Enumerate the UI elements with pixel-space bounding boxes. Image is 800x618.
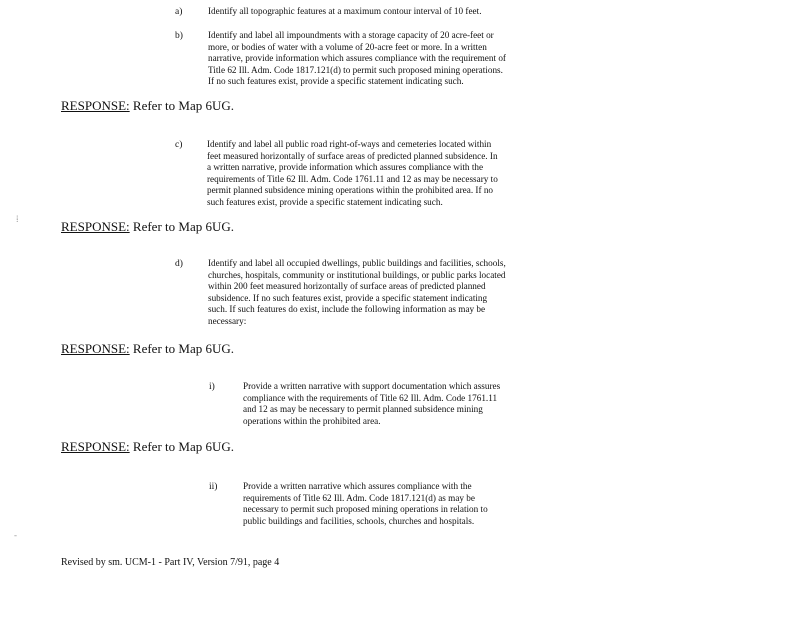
item-a-text: Identify all topographic features at a maximum contour interval of 10 feet. (208, 6, 482, 16)
response-3 (61, 341, 234, 356)
response-text: Refer to Map 6UG. (132, 439, 234, 454)
response-text: Refer to Map 6UG. (132, 341, 234, 356)
subitem-ii-label: ii) (209, 482, 218, 492)
response-4 (61, 439, 234, 454)
item-b-label: b) (175, 31, 183, 41)
scan-speck: ⁞ (16, 214, 19, 224)
response-keyword: RESPONSE : (61, 439, 130, 454)
item-a-label: a) (175, 7, 183, 17)
response-keyword: RESPONSE : (61, 219, 130, 234)
subitem-i-text: Provide a written narrative with support documentation which assures compliance with the requirements of Title 62 Ill. Adm. Code 1761.11 and 12 as may be necessary to permit planned subsidence mining operations within the prohibited area. (243, 381, 501, 426)
response-keyword: RESPONSE : (61, 341, 130, 356)
response-1 (61, 98, 234, 113)
response-text: Refer to Map 6UG. (132, 98, 234, 113)
scan-speck: ‐ (14, 530, 17, 540)
response-text: Refer to Map 6UG. (132, 219, 234, 234)
subitem-ii-text: Provide a written narrative which assures compliance with the requirements of Title 62 Ill. Adm. Code 1817.121(d) as may be necessary to permit such proposed mining operations in relation to public buildings and facilities, schools, churches and hospitals. (243, 481, 488, 526)
item-d-text: Identify and label all occupied dwellings, public buildings and facilities, schools, churches, hospitals, community or institutional buildings, or public parks located within 200 feet measured horizontally of surface areas of predicted planned subsidence. If no such features exist, provide a specific statement indicating such. If such features do exist, include the following information as may be necessary: (208, 258, 506, 326)
item-c-text: Identify and label all public road right-of-ways and cemeteries located within feet measured horizontally of surface areas of predicted planned subsidence. In a written narrative, provide information which assures compliance with the requirements of Title 62 Ill. Adm. Code 1761.11 and 12 as may be necessary to permit planned subsidence mining operations within the prohibited area. If no such features exist, provide a specific statement indicating such. (207, 139, 498, 207)
subitem-i-label: i) (209, 382, 215, 392)
response-2 (61, 219, 234, 234)
page-footer: Revised by sm. UCM-1 - Part IV, Version 7/91, page 4 (61, 557, 280, 568)
item-b-text: Identify and label all impoundments with a storage capacity of 20 acre-feet or more, or bodies of water with a volume of 20-acre feet or more. In a written narrative, provide information which assures compliance with the requirement of Title 62 Ill. Adm. Code 1817.121(d) to permit such proposed mining operations. If no such features exist, provide a specific statement indicating such. (208, 30, 506, 87)
item-c-label: c) (175, 140, 183, 150)
response-keyword: RESPONSE : (61, 98, 130, 113)
item-d-label: d) (175, 259, 183, 269)
